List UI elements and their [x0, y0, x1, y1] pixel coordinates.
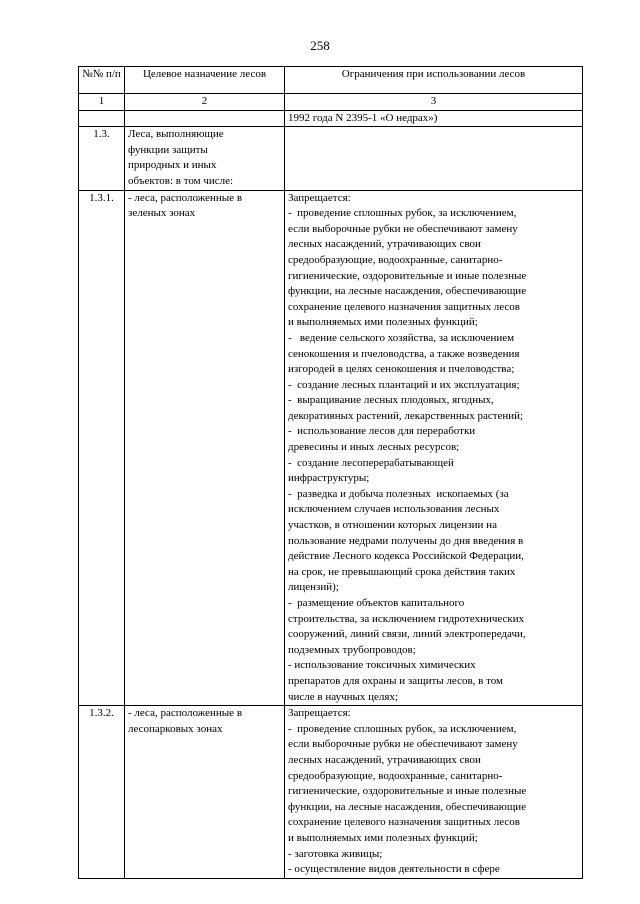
- text-line: - создание лесных плантаций и их эксплуатация;: [288, 378, 520, 391]
- row-1-3-restrictions: [285, 127, 583, 190]
- text-line: древесины и иных лесных ресурсов;: [288, 441, 460, 454]
- text-line: Леса, выполняющие: [128, 128, 224, 141]
- text-line: гигиенические, оздоровительные и иные полезные: [288, 269, 527, 282]
- text-line: подземных трубопроводов;: [288, 643, 416, 656]
- continuation-cell-number: [79, 110, 125, 127]
- text-line: - размещение объектов капитального: [288, 597, 465, 609]
- text-line: и выполняемых ими полезных функций;: [288, 831, 478, 844]
- table-row: [79, 190, 583, 706]
- text-line: исключением случаев использования лесных: [288, 503, 500, 516]
- text-line: Запрещается:: [288, 191, 351, 204]
- text-line: функции, на лесные насаждения, обеспечивающие: [288, 800, 527, 813]
- text-line: инфраструктуры;: [288, 472, 370, 485]
- row-1-3-2-purpose: [125, 706, 285, 879]
- text-line: - использование токсичных химических: [288, 659, 476, 672]
- text-line: лицензий);: [288, 581, 339, 594]
- text-line: - разведка и добыча полезных ископаемых (за: [288, 487, 509, 500]
- row-1-3-1-purpose: [125, 190, 285, 706]
- row-1-3-purpose: [125, 127, 285, 190]
- column-number-row: [79, 94, 583, 111]
- row-1-3-1-restrictions: [285, 190, 583, 706]
- text-line: действие Лесного кодекса Российской Федерации,: [288, 550, 524, 563]
- page-number: 258: [310, 38, 330, 53]
- text-line: на срок, не превышающий срока действия таких: [288, 565, 516, 578]
- row-1-3-1-number: 1.3.1.: [79, 190, 125, 706]
- text-line: сохранение целевого назначения защитных лесов: [288, 816, 520, 829]
- text-line: - проведение сплошных рубок, за исключением,: [288, 722, 517, 735]
- row-1-3-2-purpose-lines: [128, 706, 281, 737]
- text-line: функции, на лесные насаждения, обеспечивающие: [288, 285, 527, 298]
- text-line: средообразующие, водоохранные, санитарно-: [288, 769, 503, 782]
- text-line: - леса, расположенные в: [128, 707, 243, 720]
- text-line: - использование лесов для переработки: [288, 425, 476, 438]
- text-line: функции защиты: [128, 143, 208, 156]
- text-line: лесных насаждений, утрачивающих свои: [288, 753, 481, 766]
- text-line: если выборочные рубки не обеспечивают замену: [288, 222, 518, 235]
- text-line: если выборочные рубки не обеспечивают замену: [288, 738, 518, 751]
- text-line: и выполняемых ими полезных функций;: [288, 316, 478, 329]
- header-purpose: [125, 67, 285, 94]
- table-row: [79, 706, 583, 879]
- row-1-3-number: 1.3.: [79, 127, 125, 190]
- text-line: участков, в отношении которых лицензии на: [288, 519, 497, 532]
- text-line: гигиенические, оздоровительные и иные полезные: [288, 785, 527, 798]
- text-line: сооружений, линий связи, линий электропередачи,: [288, 628, 526, 641]
- text-line: лесопарковых зонах: [128, 722, 223, 735]
- table-row: [79, 127, 583, 190]
- text-line: пользование недрами получены до дня введения в: [288, 534, 524, 547]
- text-line: - осуществление видов деятельности в сфере: [288, 863, 500, 876]
- column-number-3: 3: [285, 94, 583, 111]
- table-header-row: [79, 67, 583, 94]
- text-line: природных и иных: [128, 159, 217, 172]
- text-line: - создание лесоперерабатывающей: [288, 456, 454, 469]
- text-line: изгородей в целях сенокошения и пчеловодства;: [288, 363, 515, 376]
- continuation-cell-purpose: [125, 110, 285, 127]
- text-line: - леса, расположенные в: [128, 191, 243, 204]
- text-line: объектов: в том числе:: [128, 174, 234, 187]
- row-1-3-1-purpose-lines: [128, 191, 281, 222]
- row-1-3-purpose-lines: [128, 127, 281, 189]
- text-line: лесных насаждений, утрачивающих свои: [288, 238, 481, 251]
- row-1-3-2-number: 1.3.2.: [79, 706, 125, 879]
- text-line: Запрещается:: [288, 707, 351, 720]
- text-line: сохранение целевого назначения защитных лесов: [288, 300, 520, 313]
- forest-restrictions-table: [78, 66, 583, 879]
- row-1-3-1-restriction-lines: [288, 191, 579, 706]
- text-line: сенокошения и пчеловодства, а также возведения: [288, 347, 520, 360]
- text-line: - ведение сельского хозяйства, за исключением: [288, 331, 515, 344]
- header-number-text: №№ п/п: [82, 68, 121, 80]
- text-line: препаратов для охраны и защиты лесов, в том: [288, 674, 504, 687]
- header-purpose-text: Целевое назначение лесов: [142, 68, 267, 80]
- column-number-1: 1: [79, 94, 125, 111]
- text-line: числе в научных целях;: [288, 690, 399, 703]
- text-line: средообразующие, водоохранные, санитарно-: [288, 253, 503, 266]
- text-line: - выращивание лесных плодовых, ягодных,: [288, 394, 494, 407]
- header-number: [79, 67, 125, 94]
- row-1-3-2-restriction-lines: [288, 706, 579, 878]
- text-line: декоративных растений, лекарственных растений;: [288, 409, 524, 422]
- row-1-3-2-restrictions: [285, 706, 583, 879]
- header-restrictions: [285, 67, 583, 94]
- text-line: - заготовка живицы;: [288, 847, 383, 860]
- column-number-2: 2: [125, 94, 285, 111]
- text-line: зеленых зонах: [128, 207, 196, 220]
- text-line: строительства, за исключением гидротехнических: [288, 612, 525, 625]
- continuation-row: [79, 110, 583, 127]
- text-line: - проведение сплошных рубок, за исключением,: [288, 207, 517, 220]
- header-restrictions-text: Ограничения при использовании лесов: [341, 68, 526, 80]
- continuation-cell-restrictions: 1992 года N 2395-1 «О недрах»): [285, 110, 583, 127]
